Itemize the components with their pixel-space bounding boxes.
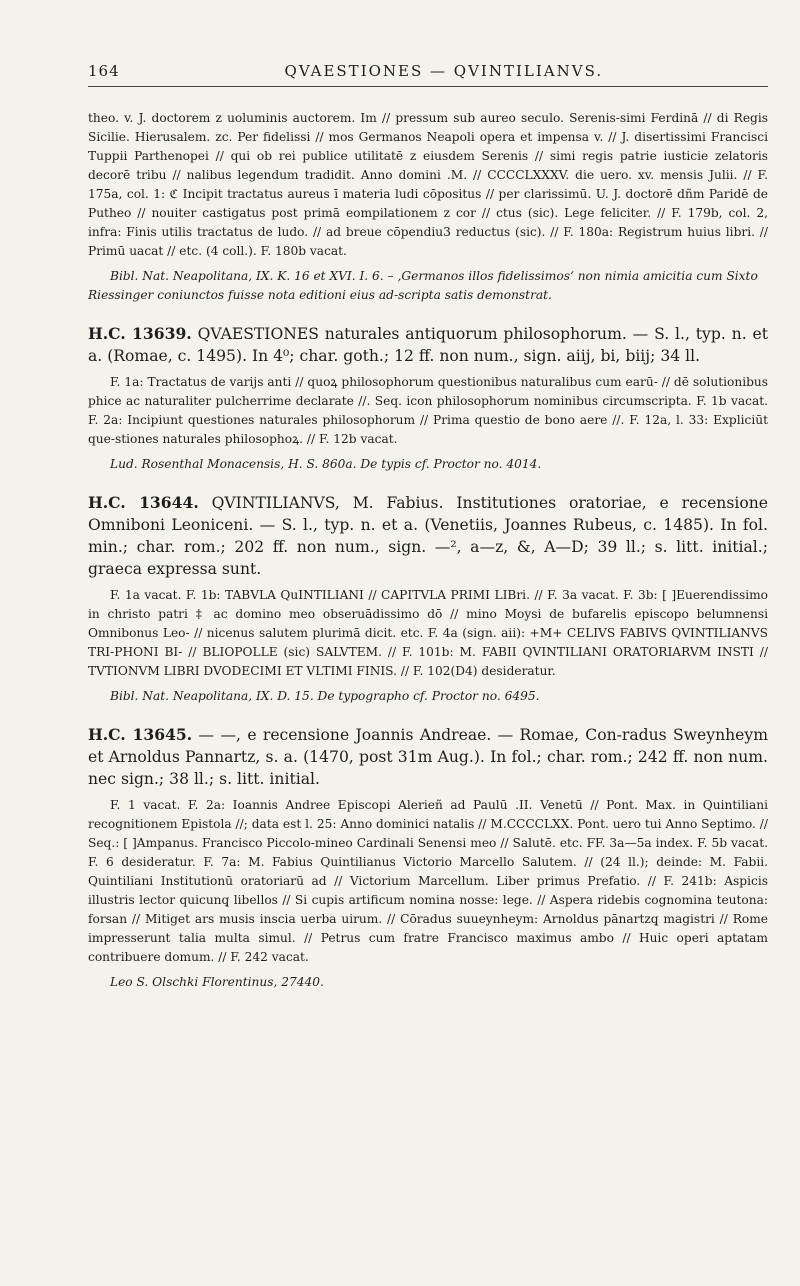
entry-heading [88,323,768,367]
entry-heading-text: QVAESTIONES naturales antiquorum philosophorum. — S. l., typ. n. et a. (Romae, c. 1495). In 4⁰; char. goth.; 12 ff. non num., sign. aiij, bi, biij; 34 ll. [88,325,768,365]
running-title: QVAESTIONES — QVINTILIANVS. [284,62,604,80]
entry-id: H.C. 13645. [88,725,193,744]
entry-id: H.C. 13639. [88,324,192,343]
running-head [88,62,768,87]
entry-description: F. 1 vacat. F. 2a: Ioannis Andree Episcopi Alerieñ ad Paulū .II. Venetū // Pont. Max. in Quintiliani recognitionem Epistola //; data est l. 25: Anno dominici natalis // M.CCCCLXX. Pont. uero tui Anno Septimo. // Seq.: [ ]Ampanus. Francisco Piccolo-mineo Cardinali Senensi meo // Salutē. etc. FF. 3a—5a index. F. 5b vacat. F. 6 desideratur. F. 7a: M. Fabius Quintilianus Victorio Marcello Salutem. // (24 ll.); deinde: M. Fabii. Quintiliani Institutionū oratoriarū ad // Victorium Marcellum. Liber primus Prefatio. // F. 241b: Aspicis illustris lector quicunq̧ libellos // Si cupis artificum nomina nosse: lege. // Aspera ridebis cognomina teutona: forsan // Mitiget ars musis inscia uerba uirum. // Cōradus suueynheym: Arnoldus pānartzq̧ magistri // Rome impresserunt talia multa simul. // Petrus cum fratre Francisco maximus ambo // Huic operi aptatam contribuere domum. // F. 242 vacat. [88,798,768,964]
entry-library: Bibl. Nat. Neapolitana, IX. D. 15. De typographo cf. Proctor no. 6495. [110,689,540,703]
entry-id: H.C. 13644. [88,493,199,512]
entry-heading [88,492,768,580]
entry-library: Lud. Rosenthal Monacensis, H. S. 860a. De typis cf. Proctor no. 4014. [110,457,542,471]
entry-library: Leo S. Olschki Florentinus, 27440. [110,975,324,989]
prev-entry-library: Bibl. Nat. Neapolitana, IX. K. 16 et XVI. I. 6. – ‚Germanos illos fidelissimos‘ non nimia amicitia cum Sixto Riessinger coniunctos fuisse nota editioni eius ad-scripta satis demonstrat. [88,269,758,302]
entry-description: F. 1a: Tractatus de varijs anti // quoꝝ philosophorum questionibus naturalibus cum earū- // dē solutionibus phice ac naturaliter pulcherrime declarate //. Seq. icon philosophorum nominibus circumscripta. F. 1b vacat. F. 2a: Incipiunt questiones naturales philosophorum // Prima questio de bono aere //. F. 12a, l. 33: Expliciūt que-stiones naturales philosophoꝝ. // F. 12b vacat. [88,375,768,446]
entry-heading-text: — —, e recensione Joannis Andreae. — Romae, Con-radus Sweynheym et Arnoldus Pannartz, s. a. (1470, post 31m Aug.). In fol.; char. rom.; 242 ff. non num. nec sign.; 38 ll.; s. litt. initial. [88,726,768,788]
entry-heading-text: QVINTILIANVS, M. Fabius. Institutiones oratoriae, e recensione Omniboni Leoniceni. — S. l., typ. n. et a. (Venetiis, Joannes Rubeus, c. 1485). In fol. min.; char. rom.; 202 ff. non num., sign. —², a—z, &, A—D; 39 ll.; s. litt. initial.; graeca expressa sunt. [88,494,768,578]
page-number: 164 [88,62,120,80]
entry-heading [88,724,768,790]
entry-description: F. 1a vacat. F. 1b: TABVLA QuINTILIANI // CAPITVLA PRIMI LIBri. // F. 3a vacat. F. 3b: [ ]Euerendissimo in christo patri ‡ ac domino meo obseruādissimo dō // mino Moysi de bufarelis episcopo belumnensi Omnibonus Leo- // nicenus salutem plurimā dicit. etc. F. 4a (sign. aii): +M+ CELIVS FABIVS QVINTILIANVS TRI-PHONI BI- // BLIOPOLLE (sic) SALVTEM. // F. 101b: M. FABII QVINTILIANI ORATORIARVM INSTI // TVTIONVM LIBRI DVODECIMI ET VLTIMI FINIS. // F. 102(D4) desideratur. [88,588,768,678]
book-page [88,62,768,992]
prev-entry-description: theo. v. J. doctorem z uoluminis auctorem. Im // pressum sub aureo seculo. Serenis-simi Ferdinā // di Regis Sicilie. Hierusalem. zc. Per fidelissi // mos Germanos Neapoli opera et impensa v. // J. disertissimi Francisci Tuppii Parthenopei // qui ob rei publice utilitatē z eiusdem Serenis // simi regis patrie iusticie zelatoris decorē tribu // nalibus legendum tradidit. Anno domini .M. // CCCCLXXXV. die uero. xv. mensis Julii. // F. 175a, col. 1: ℭ Incipit tractatus aureus ī materia ludi cōpositus // per clarissimū. U. J. doctorē dñm Paridē de Putheo // nouiter castigatus post primā eompilationem z cor // ctus (sic). Lege feliciter. // F. 179b, col. 2, infra: Finis utilis tractatus de ludo. // ad breue cōpendiu3 reductus (sic). // F. 180a: Registrum huius libri. // Primū uacat // etc. (4 coll.). F. 180b vacat. [88,111,768,258]
